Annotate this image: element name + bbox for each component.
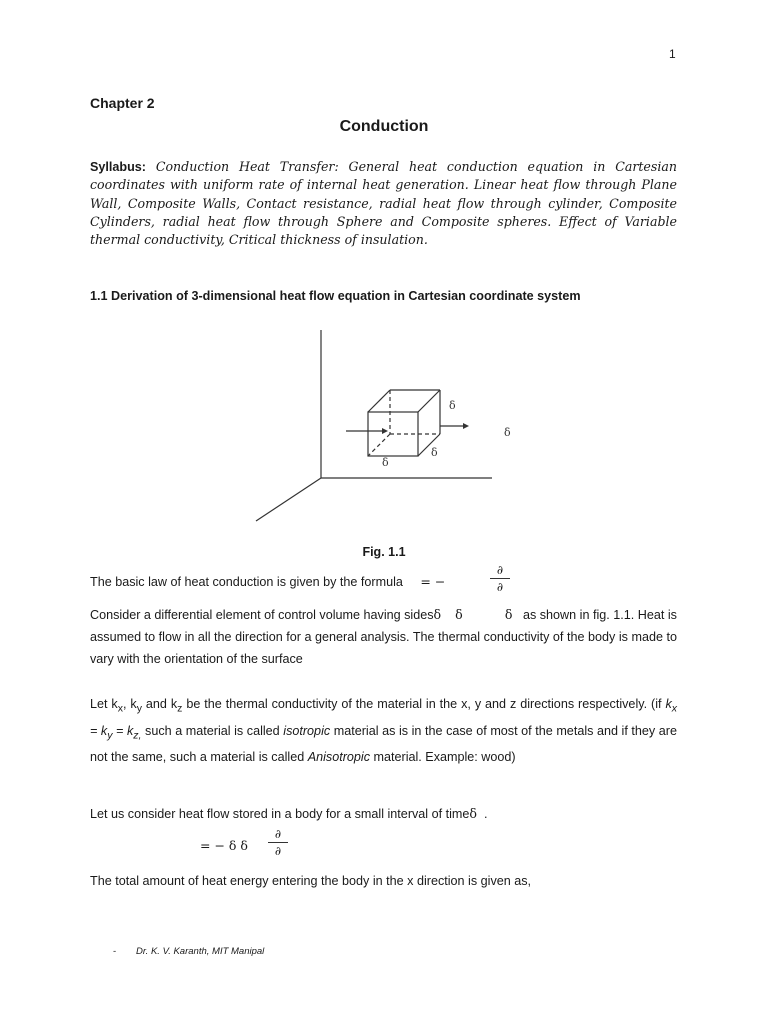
sub-z: z: [177, 702, 183, 715]
control-volume-figure: [230, 320, 540, 530]
law-equation: = −: [420, 574, 446, 589]
sub-y: y: [136, 702, 142, 715]
delta-1: δ: [433, 607, 442, 622]
consider-text-a: Consider a differential element of control volume having sides: [90, 608, 434, 622]
delta-2: δ: [455, 607, 463, 622]
law-fraction-den: ∂: [496, 580, 504, 594]
let-k1: k: [665, 697, 672, 711]
law-paragraph: [90, 571, 677, 593]
chapter-label: Chapter 2: [90, 95, 155, 111]
heat-equation: = − δ δ: [200, 838, 248, 853]
let-k2-sub: y: [107, 729, 113, 742]
delta-3: δ: [504, 607, 513, 622]
let-k1-sub: x: [671, 702, 677, 715]
page-number: 1: [669, 47, 676, 61]
let-k3-sub: z,: [133, 729, 142, 742]
z-axis-line: [256, 478, 321, 521]
figure-label-1: δ: [449, 399, 456, 412]
eq2-fraction-den: ∂: [274, 844, 282, 858]
conductivity-paragraph: [90, 693, 677, 768]
let-text-j: material. Example: wood): [370, 750, 516, 765]
consider-paragraph: [90, 604, 677, 670]
law-text: The basic law of heat conduction is given by the formula: [90, 575, 403, 589]
anisotropic-term: Anisotropic: [307, 750, 371, 765]
figure-caption: Fig. 1.1: [362, 545, 406, 559]
syllabus-label: Syllabus:: [90, 160, 146, 174]
let-text-d: be the thermal conductivity of the material in the x, y and z directions respectively. (if: [182, 697, 666, 711]
let-text-b: , k: [122, 697, 137, 711]
total-energy-paragraph: The total amount of heat energy entering the body in the x direction is given as,: [90, 874, 532, 888]
small-end: .: [484, 807, 488, 821]
consider-text-b: as shown in fig. 1.1. Heat is assumed to flow in all the direction for a general analysis. The thermal conductivity of the body is made to vary with the orientation of the surface: [90, 608, 677, 666]
section-heading: 1.1 Derivation of 3-dimensional heat flow equation in Cartesian coordinate system: [90, 289, 581, 303]
delta-time: δ: [469, 806, 477, 821]
time-interval-paragraph: [90, 803, 677, 825]
let-text-a: Let k: [90, 697, 118, 711]
let-text-c: and k: [141, 697, 178, 711]
syllabus-paragraph: [90, 158, 677, 249]
figure-label-3: δ: [382, 456, 389, 469]
chapter-title: Conduction: [339, 118, 429, 135]
isotropic-term: isotropic: [283, 723, 331, 738]
footer-dash: -: [113, 946, 117, 957]
let-text-h: such a material is called: [141, 723, 284, 738]
sub-x: x: [117, 702, 123, 715]
law-fraction: [490, 563, 510, 594]
figure-label-4: δ: [431, 446, 438, 459]
heat-equation-fraction: [268, 827, 288, 858]
let-k3: = k: [112, 723, 134, 738]
small-text: Let us consider heat flow stored in a body for a small interval of time: [90, 807, 470, 821]
let-text-i: material as is in the case of most of the metals and if they are not the same, such a material is called: [90, 723, 678, 765]
eq2-fraction-num: ∂: [274, 827, 282, 841]
footer-author: Dr. K. V. Karanth, MIT Manipal: [136, 946, 265, 957]
figure-label-2: δ: [504, 426, 511, 439]
syllabus-text: Conduction Heat Transfer: General heat conduction equation in Cartesian coordinates with uniform rate of internal heat generation. Linear heat flow through Plane Wall, Composite Walls, Contact resistance, radial heat flow through cylinder, Composite Cylinders, radial heat flow through Sphere and Composite spheres. Effect of Variable thermal conductivity, Critical thickness of insulation.: [90, 159, 677, 248]
let-k2: = k: [90, 723, 108, 738]
law-fraction-num: ∂: [496, 563, 504, 577]
